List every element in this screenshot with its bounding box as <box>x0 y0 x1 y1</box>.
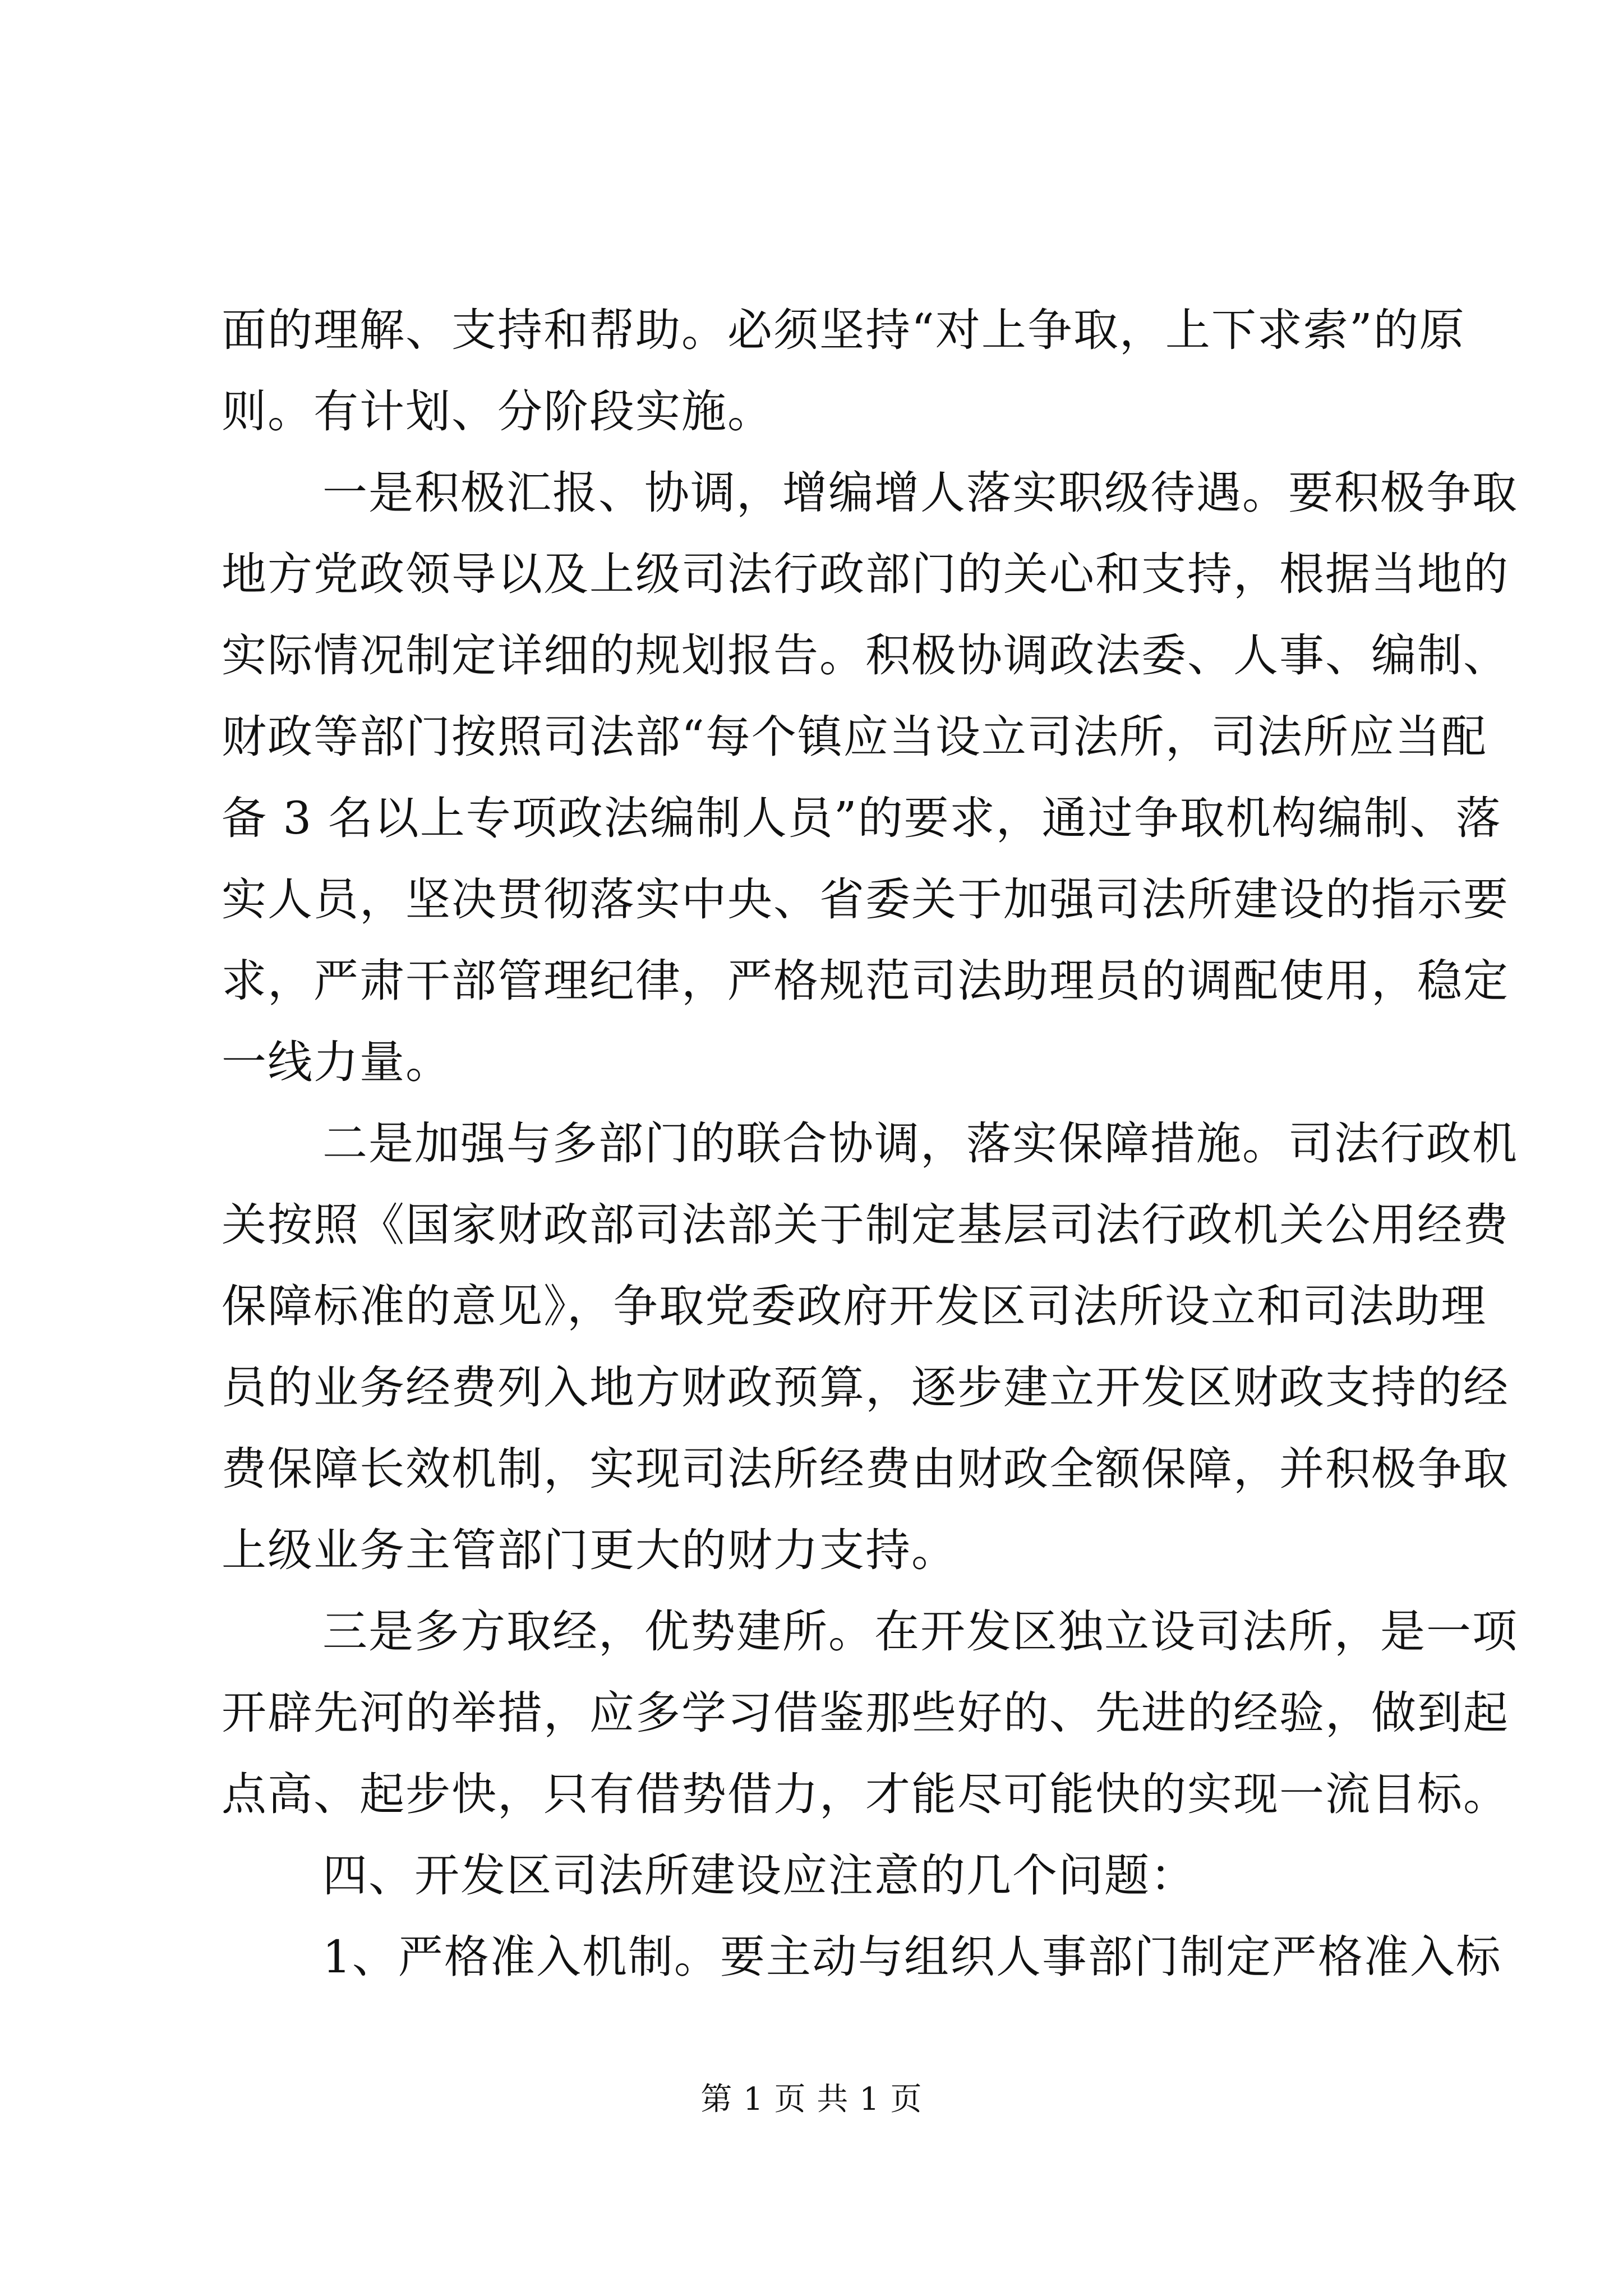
text-line: 面的理解、支持和帮助。必须坚持“对上争取，上下求索”的原 <box>222 304 1465 356</box>
section-heading: 四、开发区司法所建设应注意的几个问题： <box>322 1849 1196 1902</box>
text-line: 费保障长效机制，实现司法所经费由财政全额保障，并积极争取 <box>222 1443 1509 1495</box>
paragraph-first-line: 1、严格准入机制。要主动与组织人事部门制定严格准入标 <box>322 1931 1502 1983</box>
text-line: 实人员，坚决贯彻落实中央、省委关于加强司法所建设的指示要 <box>222 873 1509 926</box>
text-line: 一线力量。 <box>222 1036 451 1088</box>
paragraph-first-line: 一是积极汇报、协调，增编增人落实职级待遇。要积极争取 <box>322 467 1518 519</box>
text-line: 求，严肃干部管理纪律，严格规范司法助理员的调配使用，稳定 <box>222 955 1509 1007</box>
text-line: 员的业务经费列入地方财政预算，逐步建立开发区财政支持的经 <box>222 1361 1509 1414</box>
text-line: 保障标准的意见》，争取党委政府开发区司法所设立和司法助理 <box>222 1280 1487 1332</box>
paragraph-first-line: 三是多方取经，优势建所。在开发区独立设司法所，是一项 <box>322 1605 1518 1658</box>
text-line: 上级业务主管部门更大的财力支持。 <box>222 1524 957 1576</box>
text-line: 实际情况制定详细的规划报告。积极协调政法委、人事、编制、 <box>222 629 1509 682</box>
paragraph-first-line: 二是加强与多部门的联合协调，落实保障措施。司法行政机 <box>322 1117 1518 1170</box>
document-body <box>222 289 1518 1998</box>
text-line: 开辟先河的举措，应多学习借鉴那些好的、先进的经验，做到起 <box>222 1687 1509 1739</box>
text-line: 则。有计划、分阶段实施。 <box>222 385 773 438</box>
text-line: 关按照《国家财政部司法部关于制定基层司法行政机关公用经费 <box>222 1199 1509 1251</box>
text-line: 地方党政领导以及上级司法行政部门的关心和支持，根据当地的 <box>222 548 1509 600</box>
text-line: 备 3 名以上专项政法编制人员”的要求，通过争取机构编制、落 <box>222 792 1502 844</box>
text-line: 点高、起步快，只有借势借力，才能尽可能快的实现一流目标。 <box>222 1768 1509 1820</box>
text-line: 财政等部门按照司法部“每个镇应当设立司法所，司法所应当配 <box>222 711 1487 763</box>
page-footer: 第 1 页 共 1 页 <box>700 2081 923 2118</box>
